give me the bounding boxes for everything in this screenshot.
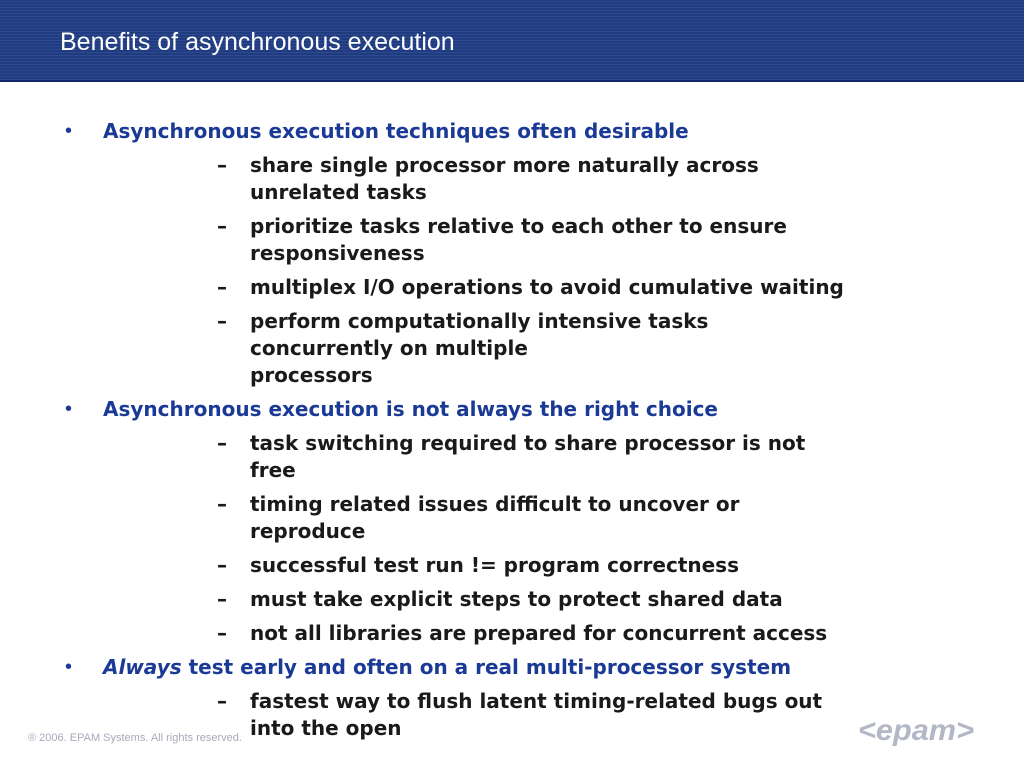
sub-text: not all libraries are prepared for concurrent access xyxy=(250,621,828,645)
sub-text: share single processor more naturally across unrelated tasks xyxy=(250,153,759,204)
sub-marker: – xyxy=(217,587,227,611)
sub-marker: – xyxy=(217,431,227,455)
sub-text: fastest way to flush latent timing-related bugs out into the open xyxy=(250,689,823,740)
bullet-emphasis: Always xyxy=(103,655,182,679)
epam-logo-icon xyxy=(856,712,976,748)
bullet-text: test early and often on a real multi-processor system xyxy=(181,655,792,679)
bullet-marker: • xyxy=(65,656,73,678)
sub-list xyxy=(103,430,944,647)
sub-text: perform computationally intensive tasks concurrently on multiple xyxy=(250,309,709,360)
title-bar-rule xyxy=(0,80,1024,82)
sub-text: timing related issues difficult to uncover or reproduce xyxy=(250,492,740,543)
sub-text: must take explicit steps to protect shared data xyxy=(250,587,783,611)
sub-item xyxy=(103,274,944,301)
title-bar xyxy=(0,0,1024,80)
sub-item xyxy=(103,491,944,545)
sub-item xyxy=(103,308,944,389)
bullet-text: Asynchronous execution techniques often desirable xyxy=(103,119,689,143)
logo-text: <epam> xyxy=(858,714,974,747)
bullet-marker: • xyxy=(65,398,73,420)
sub-marker: – xyxy=(217,621,227,645)
slide-content xyxy=(0,118,1024,749)
sub-marker: – xyxy=(217,309,227,333)
sub-item xyxy=(103,152,944,206)
sub-marker: – xyxy=(217,492,227,516)
sub-text-continued: processors xyxy=(250,363,373,387)
sub-marker: – xyxy=(217,689,227,713)
sub-item xyxy=(103,430,944,484)
sub-item xyxy=(103,620,944,647)
sub-list xyxy=(103,152,944,389)
copyright-notice: ® 2006. EPAM Systems. All rights reserved. xyxy=(28,732,242,744)
sub-text: successful test run != program correctness xyxy=(250,553,739,577)
sub-item xyxy=(103,586,944,613)
sub-text: multiplex I/O operations to avoid cumulative waiting xyxy=(250,275,844,299)
sub-marker: – xyxy=(217,553,227,577)
bullet-item xyxy=(0,118,1024,389)
bullet-text: Asynchronous execution is not always the right choice xyxy=(103,397,718,421)
bullet-item xyxy=(0,396,1024,647)
sub-marker: – xyxy=(217,275,227,299)
sub-item xyxy=(103,552,944,579)
sub-marker: – xyxy=(217,153,227,177)
sub-item xyxy=(103,213,944,267)
slide-title: Benefits of asynchronous execution xyxy=(60,28,455,56)
sub-marker: – xyxy=(217,214,227,238)
sub-text: prioritize tasks relative to each other to ensure responsiveness xyxy=(250,214,787,265)
sub-text: task switching required to share processor is not free xyxy=(250,431,806,482)
bullet-marker: • xyxy=(65,120,73,142)
